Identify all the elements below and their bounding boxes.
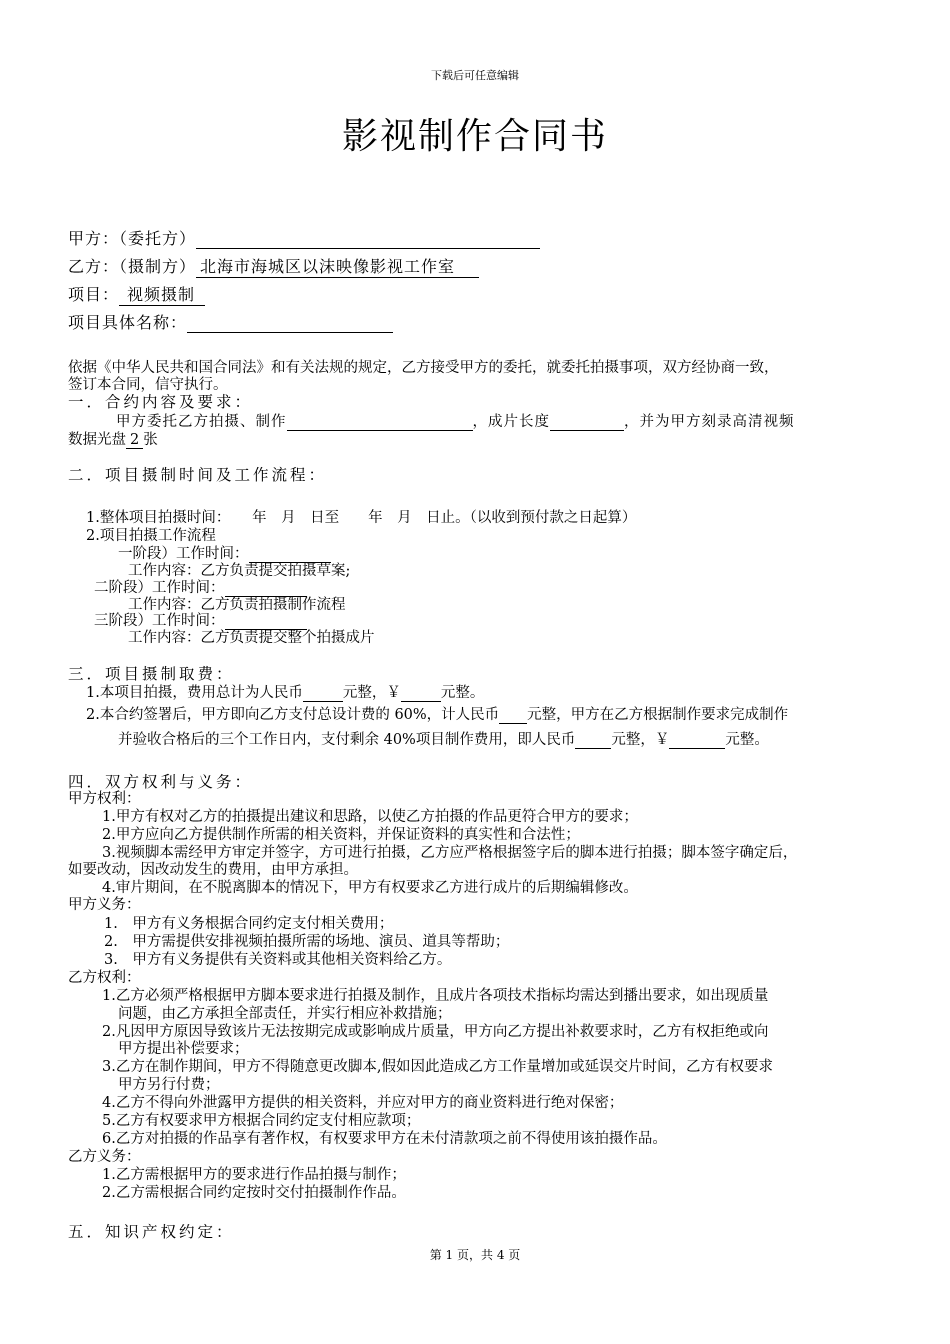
s3-line-2 xyxy=(86,703,788,724)
b-rights-label: 乙方权利： xyxy=(68,970,141,986)
s3-l1b: 元整，￥ xyxy=(342,685,401,701)
a-duties-label: 甲方义务： xyxy=(68,897,141,913)
party-b-row xyxy=(68,254,479,278)
party-a-blank xyxy=(196,231,540,249)
s3-l1a: 1.本项目拍摄，费用总计为人民币 xyxy=(86,685,303,701)
b-rights-3: 3.乙方在制作期间，甲方不得随意更改脚本,假如因此造成乙方工作量增加或延误交片时间，乙方有权要求 xyxy=(102,1059,773,1075)
s1-l1a: 甲方委托乙方拍摄、制作 xyxy=(116,414,287,430)
s1-l1c: ，并为甲方刻录高清视频 xyxy=(624,414,795,430)
s3-blank-4 xyxy=(575,747,611,749)
s1-l2a: 数据光盘 xyxy=(68,432,126,448)
s3-line-1 xyxy=(86,681,484,702)
b-rights-1: 1.乙方必须严格根据甲方脚本要求进行拍摄及制作，且成片各项技术指标均需达到播出要求，如出现质量 xyxy=(102,988,769,1004)
s3-blank-3 xyxy=(499,722,527,724)
a-rights-1: 1.甲方有权对乙方的拍摄提出建议和思路，以使乙方拍摄的作品更符合甲方的要求； xyxy=(102,809,638,825)
s3-line-3 xyxy=(118,728,769,749)
s1-l2c: 张 xyxy=(143,432,158,448)
s3-blank-5 xyxy=(669,747,725,749)
party-a-row xyxy=(68,226,540,249)
intro-line-2: 签订本合同，信守执行。 xyxy=(68,377,228,393)
section-3-heading: 三．项目摄制取费： xyxy=(68,665,235,683)
project-row xyxy=(68,282,205,306)
b-rights-1-cont: 问题，由乙方承担全部责任，并实行相应补救措施； xyxy=(118,1006,452,1022)
b-rights-4: 4.乙方不得向外泄露甲方提供的相关资料，并应对甲方的商业资料进行绝对保密； xyxy=(102,1095,624,1111)
s3-blank-2 xyxy=(401,700,441,702)
s1-blank-2 xyxy=(550,429,624,431)
b-duties-label: 乙方义务： xyxy=(68,1149,141,1165)
page-footer: 第 1 页，共 4 页 xyxy=(429,1248,521,1262)
s3-l3b: 元整，￥ xyxy=(611,732,670,748)
project-name-row xyxy=(68,310,393,333)
party-b-label: 乙方：（摄制方） xyxy=(68,257,197,276)
b-duties-2: 2.乙方需根据合同约定按时交付拍摄制作作品。 xyxy=(102,1185,406,1201)
b-rights-5: 5.乙方有权要求甲方根据合同约定支付相应款项； xyxy=(102,1113,421,1129)
s2-stage-3-content: 工作内容：乙方负责提交整个拍摄成片 xyxy=(128,630,375,646)
s2-stage-3-time-label: 三阶段）工作时间： xyxy=(94,613,225,629)
project-label: 项目： xyxy=(68,285,120,304)
s3-l2a: 2.本合约签署后，甲方即向乙方支付总设计费的 60%，计人民币 xyxy=(86,707,500,723)
b-rights-6: 6.乙方对拍摄的作品享有著作权，有权要求甲方在未付清款项之前不得使用该拍摄作品。 xyxy=(102,1131,667,1147)
a-duties-2: 2. 甲方需提供安排视频拍摄所需的场地、演员、道具等帮助； xyxy=(104,934,510,950)
b-rights-3-cont: 甲方另行付费； xyxy=(118,1077,220,1093)
b-duties-1: 1.乙方需根据甲方的要求进行作品拍摄与制作； xyxy=(102,1167,406,1183)
s2-stage-2-content: 工作内容：乙方负责拍摄制作流程 xyxy=(128,597,346,613)
a-rights-3-cont: 如要改动，因改动发生的费用，由甲方承担。 xyxy=(68,862,358,878)
a-rights-2: 2.甲方应向乙方提供制作所需的相关资料，并保证资料的真实性和合法性； xyxy=(102,827,580,843)
s1-disc-count: 2 xyxy=(126,432,143,449)
section-1-heading: 一．合约内容及要求： xyxy=(68,393,254,411)
b-rights-2-cont: 甲方提出补偿要求； xyxy=(118,1041,249,1057)
s2-item-1: 1.整体项目拍摄时间： 年 月 日至 年 月 日止。（以收到预付款之日起算） xyxy=(86,510,637,526)
a-duties-1: 1. 甲方有义务根据合同约定支付相关费用； xyxy=(104,916,394,932)
s3-l1c: 元整。 xyxy=(440,685,485,701)
s1-line-1 xyxy=(116,410,795,431)
s2-stage-2-time-label: 二阶段）工作时间： xyxy=(94,580,225,596)
project-name-label: 项目具体名称： xyxy=(68,313,188,332)
s3-l2b: 元整，甲方在乙方根据制作要求完成制作 xyxy=(527,707,789,723)
project-name-blank xyxy=(187,315,393,333)
s1-line-2 xyxy=(68,428,158,449)
project-value: 视频摄制 xyxy=(119,282,205,306)
s2-stage-1-time-label: 一阶段）工作时间： xyxy=(118,546,249,562)
s3-blank-1 xyxy=(303,700,343,702)
s1-blank-1 xyxy=(287,429,473,431)
intro-line-1: 依据《中华人民共和国合同法》和有关法规的规定，乙方接受甲方的委托，就委托拍摄事项，双方经协商一致， xyxy=(68,360,779,376)
s2-item-2: 2.项目拍摄工作流程 xyxy=(86,528,216,544)
a-duties-3: 3. 甲方有义务提供有关资料或其他相关资料给乙方。 xyxy=(104,952,452,968)
section-2-heading: 二．项目摄制时间及工作流程： xyxy=(68,466,328,484)
document-title: 影视制作合同书 xyxy=(341,116,608,157)
s3-l3c: 元整。 xyxy=(725,732,769,748)
a-rights-4: 4.审片期间，在不脱离脚本的情况下，甲方有权要求乙方进行成片的后期编辑修改。 xyxy=(102,880,638,896)
section-4-heading: 四．双方权利与义务： xyxy=(68,773,254,791)
party-a-label: 甲方：（委托方） xyxy=(68,229,197,248)
party-b-value: 北海市海城区以沫映像影视工作室 xyxy=(196,254,479,278)
b-rights-2: 2.凡因甲方原因导致该片无法按期完成或影响成片质量，甲方向乙方提出补救要求时，乙方有权拒绝或向 xyxy=(102,1024,769,1040)
a-rights-3: 3.视频脚本需经甲方审定并签字，方可进行拍摄，乙方应严格根据签字后的脚本进行拍摄；脚本签字确定后， xyxy=(102,845,798,861)
s1-l1b: ，成片长度 xyxy=(472,414,550,430)
s2-stage-1-content: 工作内容：乙方负责提交拍摄草案; xyxy=(128,563,351,579)
section-5-heading: 五．知识产权约定： xyxy=(68,1223,235,1241)
s3-l3a: 并验收合格后的三个工作日内，支付剩余 40%项目制作费用，即人民币 xyxy=(118,732,576,748)
header-note: 下载后可任意编辑 xyxy=(431,69,519,82)
a-rights-label: 甲方权利： xyxy=(68,791,141,807)
